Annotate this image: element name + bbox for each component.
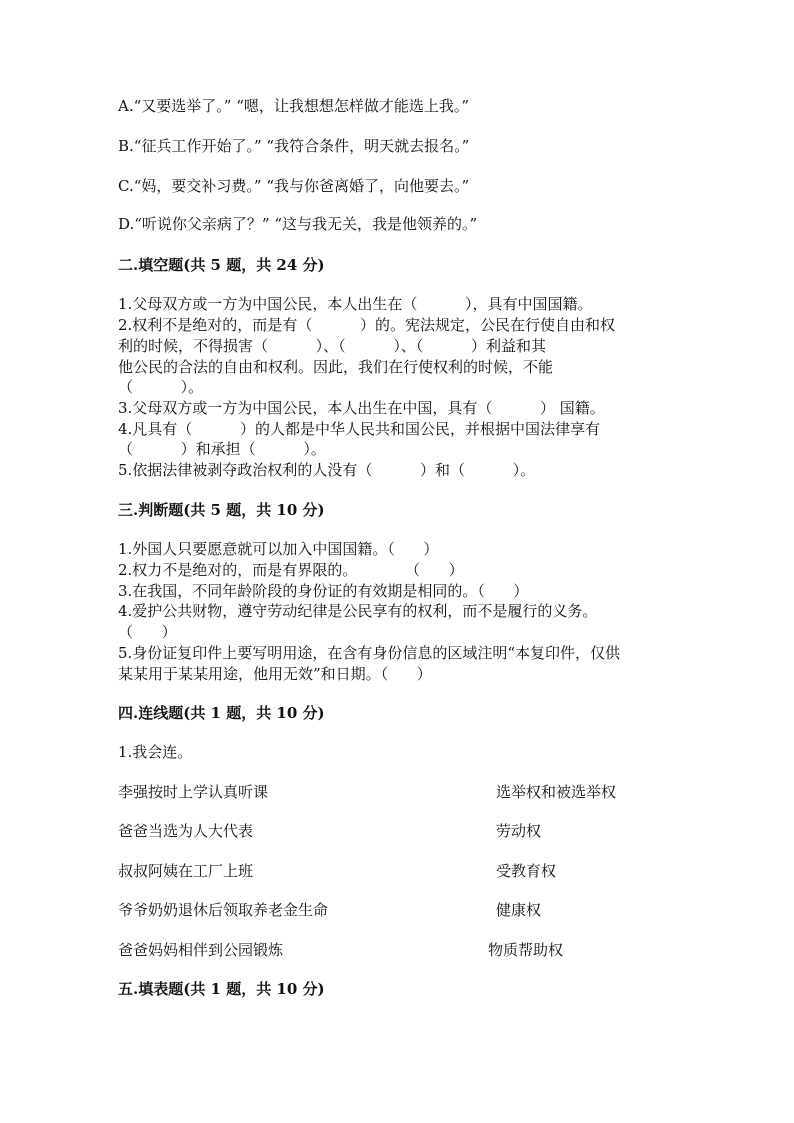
matching-right-item[interactable]: 物质帮助权 bbox=[488, 941, 564, 959]
judge-line: 1.外国人只要愿意就可以加入中国国籍。（ ） bbox=[118, 540, 439, 558]
matching-left-item[interactable]: 李强按时上学认真听课 bbox=[118, 783, 269, 801]
matching-right-item[interactable]: 劳动权 bbox=[496, 822, 542, 840]
matching-left-item[interactable]: 叔叔阿姨在工厂上班 bbox=[118, 862, 254, 880]
judge-line: 5.身份证复印件上要写明用途，在含有身份信息的区域注明“本复印件，仅供 bbox=[118, 644, 620, 662]
option-a: A.“又要选举了。” “嗯，让我想想怎样做才能选上我。” bbox=[118, 97, 470, 115]
matching-question: 1.我会连。 bbox=[118, 743, 193, 761]
section-3-title: 三.判断题(共 5 题，共 10 分) bbox=[118, 501, 325, 519]
fill-line: 1.父母双方或一方为中国公民，本人出生在（ ），具有中国国籍。 bbox=[118, 295, 593, 313]
matching-right-item[interactable]: 健康权 bbox=[496, 901, 542, 919]
fill-line: 3.父母双方或一方为中国公民，本人出生在中国，具有（ ） 国籍。 bbox=[118, 399, 605, 417]
matching-right-item[interactable]: 选举权和被选举权 bbox=[496, 783, 617, 801]
matching-left-item[interactable]: 爸爸当选为人大代表 bbox=[118, 822, 254, 840]
judge-line: 3.在我国，不同年龄阶段的身份证的有效期是相同的。（ ） bbox=[118, 582, 529, 600]
fill-line: 5.依据法律被剥夺政治权利的人没有（ ）和（ ）。 bbox=[118, 461, 536, 479]
fill-line: 4.凡具有（ ）的人都是中华人民共和国公民，并根据中国法律享有 bbox=[118, 420, 600, 438]
option-b: B.“征兵工作开始了。” “我符合条件，明天就去报名。” bbox=[118, 137, 470, 155]
section-5-title: 五.填表题(共 1 题，共 10 分) bbox=[118, 980, 325, 998]
section-4-title: 四.连线题(共 1 题，共 10 分) bbox=[118, 704, 325, 722]
judge-line: （ ） bbox=[118, 623, 177, 641]
fill-line: 他公民的合法的自由和权利。因此，我们在行使权利的时候，不能 bbox=[118, 358, 554, 376]
judge-line: 2.权力不是绝对的，而是有界限的。 （ ） bbox=[118, 561, 464, 579]
matching-left-item[interactable]: 爷爷奶奶退休后领取养老金生命 bbox=[118, 901, 329, 919]
fill-line: （ ）。 bbox=[118, 378, 204, 396]
fill-line: 2.权利不是绝对的，而是有（ ）的。宪法规定，公民在行使自由和权 bbox=[118, 316, 615, 334]
section-2-title: 二.填空题(共 5 题，共 24 分) bbox=[118, 256, 325, 274]
judge-line: 4.爱护公共财物，遵守劳动纪律是公民享有的权利，而不是履行的义务。 bbox=[118, 602, 598, 620]
option-c: C.“妈，要交补习费。” “我与你爸离婚了，向他要去。” bbox=[118, 177, 470, 195]
matching-right-item[interactable]: 受教育权 bbox=[496, 862, 557, 880]
fill-line: （ ）和承担（ ）。 bbox=[118, 440, 326, 458]
option-d: D.“听说你父亲病了？” “这与我无关，我是他领养的。” bbox=[118, 215, 478, 233]
judge-line: 某某用于某某用途，他用无效”和日期。（ ） bbox=[118, 665, 432, 683]
fill-line: 利的时候，不得损害（ ）、（ ）、（ ）利益和其 bbox=[118, 337, 547, 355]
matching-left-item[interactable]: 爸爸妈妈相伴到公园锻炼 bbox=[118, 941, 284, 959]
